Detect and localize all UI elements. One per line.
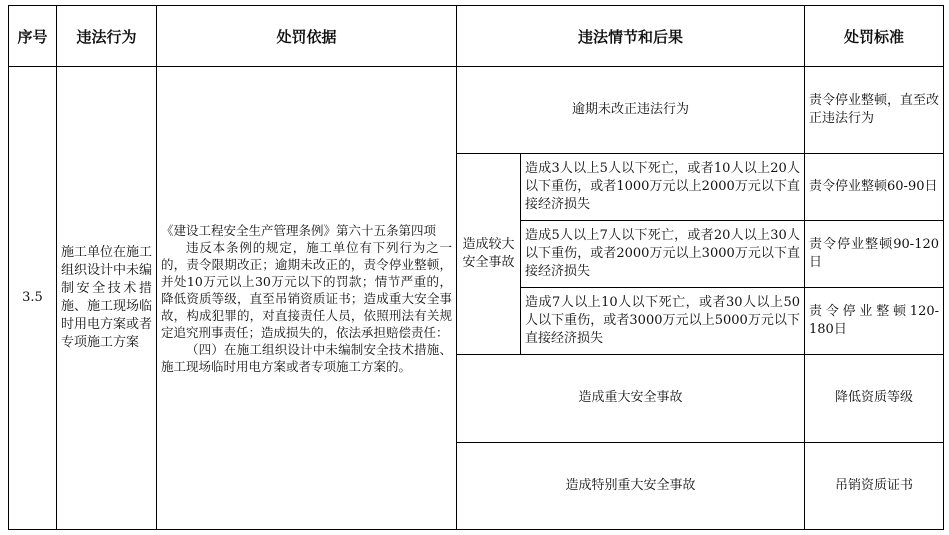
table-row xyxy=(9,67,944,153)
behavior-cell: 施工单位在施工组织设计中未编制安全技术措施、施工现场临时用电方案或者专项施工方案 xyxy=(57,67,157,530)
minor-accident-label: 造成较大安全事故 xyxy=(457,153,521,355)
basis-item: （四）在施工组织设计中未编制安全技术措施、施工现场临时用电方案或者专项施工方案的。 xyxy=(161,341,452,374)
minor-level-2-penalty: 责令停业整顿90-120日 xyxy=(805,220,944,287)
penalty-extra-major: 吊销资质证书 xyxy=(805,442,944,529)
seq-cell: 3.5 xyxy=(9,67,57,530)
circumstance-overdue: 逾期未改正违法行为 xyxy=(457,67,805,153)
minor-level-3-penalty: 责令停业整顿120-180日 xyxy=(805,288,944,355)
circumstance-major: 造成重大安全事故 xyxy=(457,355,805,442)
header-behavior: 违法行为 xyxy=(57,6,157,67)
minor-level-1-penalty: 责令停业整顿60-90日 xyxy=(805,153,944,220)
penalty-major: 降低资质等级 xyxy=(805,355,944,442)
penalty-overdue: 责令停业整顿，直至改正违法行为 xyxy=(805,67,944,153)
header-basis: 处罚依据 xyxy=(157,6,457,67)
penalty-table xyxy=(8,5,944,530)
circumstance-extra-major: 造成特别重大安全事故 xyxy=(457,442,805,529)
header-row xyxy=(9,6,944,67)
basis-body: 违反本条例的规定，施工单位有下列行为之一的，责令限期改正；逾期未改正的，责令停业整顿，并处10万元以上30万元以下的罚款；情节严重的，降低资质等级，直至吊销资质证书；造成重大安全事故，构成犯罪的，对直接责任人员，依照刑法有关规定追究刑事责任；造成损失的，依法承担赔偿责任： xyxy=(161,239,452,340)
basis-title: 《建设工程安全生产管理条例》第六十五条第四项 xyxy=(161,222,437,238)
minor-level-3-text: 造成7人以上10人以下死亡，或者30人以上50人以下重伤，或者3000万元以上5000万元以下直接经济损失 xyxy=(521,288,805,355)
header-standard: 处罚标准 xyxy=(805,6,944,67)
basis-cell xyxy=(157,67,457,530)
minor-level-1-text: 造成3人以上5人以下死亡，或者10人以上20人以下重伤，或者1000万元以上2000万元以下直接经济损失 xyxy=(521,153,805,220)
header-circumstance: 违法情节和后果 xyxy=(457,6,805,67)
header-seq: 序号 xyxy=(9,6,57,67)
minor-level-2-text: 造成5人以上7人以下死亡，或者20人以上30人以下重伤，或者2000万元以上3000万元以下直接经济损失 xyxy=(521,220,805,287)
